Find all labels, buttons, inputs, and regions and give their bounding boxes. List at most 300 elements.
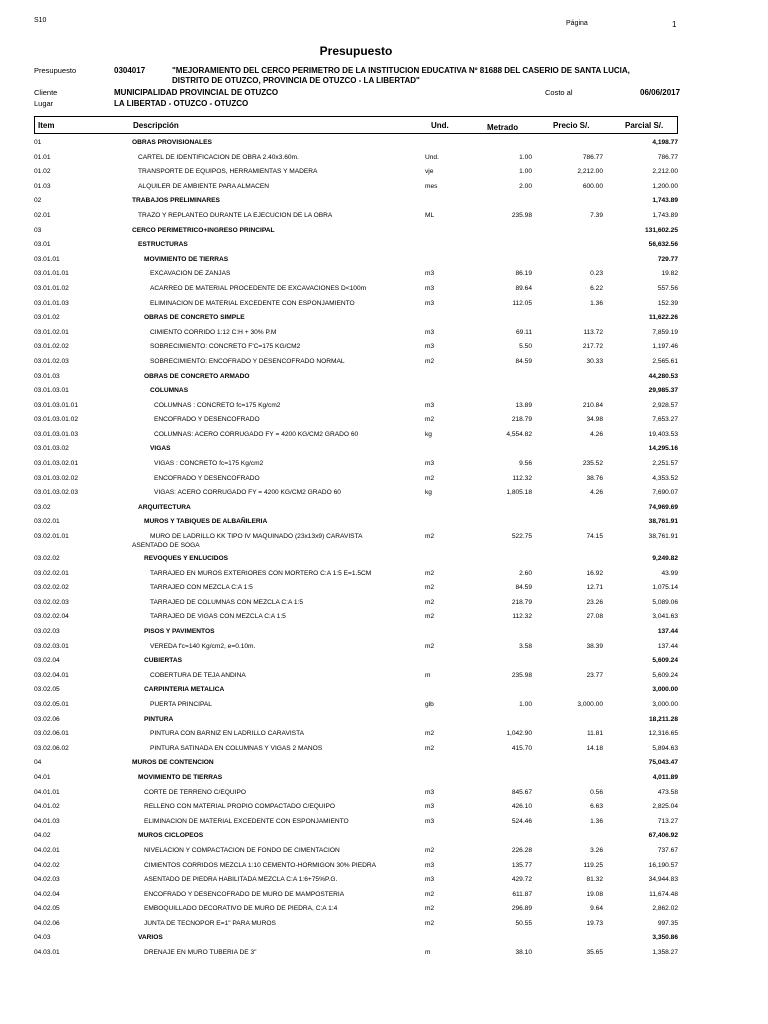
row-parcial: 2,862.02 xyxy=(652,905,678,913)
row-metrado: 1,042.90 xyxy=(506,730,532,738)
row-parcial: 16,190.57 xyxy=(648,861,678,869)
row-description: TRABAJOS PRELIMINARES xyxy=(132,197,220,205)
budget-table xyxy=(0,137,768,962)
row-description: EMBOQUILLADO DECORATIVO DE MURO DE PIEDRA, C:A 1:4 xyxy=(144,905,338,913)
col-descripcion: Descripción xyxy=(133,121,179,130)
row-description: COLUMNAS : CONCRETO fc=175 Kg/cm2 xyxy=(154,401,281,409)
row-metrado: 524.46 xyxy=(511,817,532,825)
row-unit: m3 xyxy=(425,343,435,351)
row-parcial: 729.77 xyxy=(657,255,678,263)
row-metrado: 89.64 xyxy=(515,284,532,292)
row-description: VIGAS : CONCRETO fc=175 Kg/cm2 xyxy=(154,460,264,468)
row-metrado: 112.32 xyxy=(512,613,532,621)
lugar-value: LA LIBERTAD - OTUZCO - OTUZCO xyxy=(114,99,249,108)
row-metrado: 845.67 xyxy=(511,788,532,796)
table-row xyxy=(0,458,768,473)
row-parcial: 3,041.63 xyxy=(652,613,678,621)
row-item-code: 03.02.04 xyxy=(34,657,60,665)
row-precio: 235.52 xyxy=(582,460,603,468)
table-row xyxy=(0,626,768,641)
table-row xyxy=(0,714,768,729)
row-description: CARTEL DE IDENTIFICACION DE OBRA 2.40x3.60m. xyxy=(138,153,299,161)
row-unit: m2 xyxy=(425,890,435,898)
row-item-code: 03.02.06 xyxy=(34,715,60,723)
row-parcial: 2,251.57 xyxy=(652,460,678,468)
row-item-code: 03.02.04.01 xyxy=(34,671,69,679)
table-row xyxy=(0,502,768,517)
row-description: CUBIERTAS xyxy=(144,657,182,665)
table-row xyxy=(0,787,768,802)
row-precio: 74.15 xyxy=(586,533,603,541)
row-parcial: 7,690.07 xyxy=(652,489,678,497)
row-item-code: 01.03 xyxy=(34,182,51,190)
table-row xyxy=(0,757,768,772)
row-description: CORTE DE TERRENO C/EQUIPO xyxy=(144,788,246,796)
row-unit: m2 xyxy=(425,905,435,913)
row-item-code: 04.02 xyxy=(34,832,51,840)
row-description-cont: ASENTADO DE SOGA xyxy=(132,542,200,550)
row-precio: 81.32 xyxy=(586,876,603,884)
row-precio: 23.26 xyxy=(586,598,603,606)
row-unit: m2 xyxy=(425,846,435,854)
table-row xyxy=(0,473,768,488)
table-row xyxy=(0,641,768,656)
row-item-code: 04.02.02 xyxy=(34,861,60,869)
table-row xyxy=(0,568,768,583)
costo-date: 06/06/2017 xyxy=(640,88,681,97)
table-row xyxy=(0,932,768,947)
row-item-code: 03.02.03.01 xyxy=(34,642,69,650)
row-metrado: 112.32 xyxy=(512,474,532,482)
row-description: ARQUITECTURA xyxy=(138,503,191,511)
row-unit: m3 xyxy=(425,876,435,884)
row-unit: kg xyxy=(425,489,432,497)
table-row xyxy=(0,772,768,787)
row-parcial: 44,280.53 xyxy=(648,372,678,380)
row-parcial: 1,075.14 xyxy=(652,584,678,592)
row-parcial: 7,653.27 xyxy=(652,416,678,424)
col-metrado: Metrado xyxy=(487,123,519,132)
table-row xyxy=(0,889,768,904)
row-description: EXCAVACION DE ZANJAS xyxy=(150,270,231,278)
lugar-label: Lugar xyxy=(34,99,54,108)
row-item-code: 03.01.03.01.02 xyxy=(34,416,78,424)
table-row xyxy=(0,830,768,845)
row-description: REVOQUES Y ENLUCIDOS xyxy=(144,555,229,563)
table-row xyxy=(0,918,768,933)
row-item-code: 03.02.05 xyxy=(34,686,60,694)
table-row xyxy=(0,684,768,699)
row-item-code: 03.02.02.03 xyxy=(34,598,69,606)
row-item-code: 04.02.05 xyxy=(34,905,60,913)
row-description: MOVIMIENTO DE TIERRAS xyxy=(138,773,223,781)
row-description: SOBRECIMIENTO: CONCRETO F'C=175 KG/CM2 xyxy=(150,343,301,351)
row-item-code: 04 xyxy=(34,759,42,767)
row-item-code: 03.01.02.02 xyxy=(34,343,69,351)
row-description: ESTRUCTURAS xyxy=(138,241,188,249)
row-metrado: 218.79 xyxy=(511,416,532,424)
table-row xyxy=(0,860,768,875)
row-precio: 1.36 xyxy=(590,817,603,825)
row-precio: 35.65 xyxy=(586,949,603,957)
presupuesto-code: 0304017 xyxy=(114,66,146,75)
row-parcial: 7,859.19 xyxy=(652,328,678,336)
row-unit: m xyxy=(425,671,431,679)
row-description: COBERTURA DE TEJA ANDINA xyxy=(150,671,246,679)
row-item-code: 03.02.02 xyxy=(34,555,60,563)
row-parcial: 38,761.91 xyxy=(648,518,678,526)
row-item-code: 03.01.03.02.01 xyxy=(34,460,78,468)
row-item-code: 03.01.02.03 xyxy=(34,357,69,365)
row-precio: 19.08 xyxy=(586,890,603,898)
table-row xyxy=(0,531,768,553)
table-row xyxy=(0,225,768,240)
row-parcial: 4,011.89 xyxy=(652,773,678,781)
row-item-code: 04.01.03 xyxy=(34,817,60,825)
row-parcial: 2,565.61 xyxy=(652,357,678,365)
row-parcial: 5,609.24 xyxy=(652,671,678,679)
table-row xyxy=(0,670,768,685)
row-precio: 4.26 xyxy=(590,489,603,497)
row-precio: 0.56 xyxy=(590,788,603,796)
row-description: TARRAJEO DE VIGAS CON MEZCLA C:A 1:5 xyxy=(150,613,286,621)
row-item-code: 03 xyxy=(34,226,42,234)
row-parcial: 43.99 xyxy=(661,569,678,577)
table-row xyxy=(0,356,768,371)
table-row xyxy=(0,845,768,860)
row-metrado: 84.59 xyxy=(515,357,532,365)
table-row xyxy=(0,611,768,626)
row-unit: m2 xyxy=(425,357,435,365)
row-parcial: 2,825.04 xyxy=(652,803,678,811)
row-item-code: 03.01.02.01 xyxy=(34,328,69,336)
row-parcial: 5,894.63 xyxy=(652,744,678,752)
row-item-code: 04.01.01 xyxy=(34,788,60,796)
row-description: MOVIMIENTO DE TIERRAS xyxy=(144,255,229,263)
table-row xyxy=(0,874,768,889)
row-description: ACARREO DE MATERIAL PROCEDENTE DE EXCAVACIONES D<100m xyxy=(150,284,367,292)
row-description: MUROS CICLOPEOS xyxy=(138,832,204,840)
row-item-code: 03.02.02.04 xyxy=(34,613,69,621)
row-parcial: 3,000.00 xyxy=(652,700,678,708)
row-metrado: 86.19 xyxy=(515,270,532,278)
row-precio: 9.64 xyxy=(590,905,603,913)
table-row xyxy=(0,414,768,429)
row-description: ELIMINACION DE MATERIAL EXCEDENTE CON ESPONJAMIENTO xyxy=(144,817,349,825)
table-row xyxy=(0,239,768,254)
row-description: MUROS DE CONTENCION xyxy=(132,759,214,767)
row-parcial: 34,944.83 xyxy=(648,876,678,884)
row-precio: 113.72 xyxy=(583,328,603,336)
table-row xyxy=(0,195,768,210)
row-precio: 119.25 xyxy=(583,861,603,869)
table-row xyxy=(0,743,768,758)
row-description: TARRAJEO CON MEZCLA C:A 1:5 xyxy=(150,584,253,592)
row-description: MUROS Y TABIQUES DE ALBAÑILERIA xyxy=(144,518,268,526)
row-precio: 27.08 xyxy=(586,613,603,621)
row-item-code: 03.01.01 xyxy=(34,255,60,263)
cliente-label: Cliente xyxy=(34,88,58,97)
row-unit: ML xyxy=(425,211,435,219)
row-parcial: 737.67 xyxy=(657,846,678,854)
table-row xyxy=(0,903,768,918)
row-parcial: 19.82 xyxy=(661,270,678,278)
row-item-code: 03.02.06.01 xyxy=(34,730,69,738)
row-metrado: 2.00 xyxy=(519,182,532,190)
row-precio: 7.39 xyxy=(590,211,603,219)
row-metrado: 426.10 xyxy=(511,803,532,811)
row-unit: m2 xyxy=(425,642,435,650)
row-precio: 6.22 xyxy=(590,284,603,292)
row-unit: m2 xyxy=(425,533,435,541)
table-row xyxy=(0,268,768,283)
row-parcial: 4,198.77 xyxy=(652,139,678,146)
row-metrado: 1.00 xyxy=(519,153,532,161)
row-parcial: 473.58 xyxy=(657,788,678,796)
row-description: COLUMNAS xyxy=(150,387,189,395)
row-parcial: 9,249.82 xyxy=(652,555,678,563)
row-metrado: 135.77 xyxy=(511,861,532,869)
row-unit: mes xyxy=(425,182,438,190)
row-description: ENCOFRADO Y DESENCOFRADO xyxy=(154,416,260,424)
row-description: COLUMNAS: ACERO CORRUGADO FY = 4200 KG/CM2 GRADO 60 xyxy=(154,430,359,438)
row-description: TRAZO Y REPLANTEO DURANTE LA EJECUCION DE LA OBRA xyxy=(138,211,333,219)
row-metrado: 9.56 xyxy=(519,460,532,468)
row-unit: m3 xyxy=(425,270,435,278)
row-metrado: 522.75 xyxy=(511,533,532,541)
table-row xyxy=(0,371,768,386)
table-row xyxy=(0,254,768,269)
row-precio: 19.73 xyxy=(586,919,603,927)
col-parcial: Parcial S/. xyxy=(625,121,664,130)
row-parcial: 11,674.48 xyxy=(649,890,678,898)
row-description: JUNTA DE TECNOPOR E=1" PARA MUROS xyxy=(144,919,276,927)
row-precio: 6.63 xyxy=(590,803,603,811)
table-row xyxy=(0,487,768,502)
row-item-code: 03.01.03.01 xyxy=(34,387,69,395)
row-unit: m2 xyxy=(425,416,435,424)
presupuesto-label: Presupuesto xyxy=(34,66,77,75)
row-parcial: 137.44 xyxy=(657,628,678,635)
row-item-code: 04.02.06 xyxy=(34,919,60,927)
row-item-code: 03.01.03.01.01 xyxy=(34,401,78,409)
row-item-code: 04.02.01 xyxy=(34,846,60,854)
table-row xyxy=(0,816,768,831)
row-description: MURO DE LADRILLO KK TIPO IV MAQUINADO (23x13x9) CARAVISTA xyxy=(150,533,363,541)
row-description: NIVELACION Y COMPACTACION DE FONDO DE CIMENTACION xyxy=(144,846,340,854)
row-unit: m3 xyxy=(425,803,435,811)
row-metrado: 84.59 xyxy=(515,584,532,592)
row-item-code: 03.01 xyxy=(34,241,51,249)
row-metrado: 296.89 xyxy=(511,905,532,913)
row-parcial: 557.56 xyxy=(657,284,678,292)
software-code: S10 xyxy=(34,17,47,24)
row-parcial: 5,609.24 xyxy=(652,657,678,665)
row-metrado: 429.72 xyxy=(511,876,532,884)
row-item-code: 03.02 xyxy=(34,503,51,511)
row-parcial: 786.77 xyxy=(657,153,678,161)
row-metrado: 3.58 xyxy=(519,642,532,650)
row-description: ENCOFRADO Y DESENCOFRADO xyxy=(154,474,260,482)
row-description: PUERTA PRINCIPAL xyxy=(150,700,212,708)
table-row xyxy=(0,210,768,225)
row-parcial: 3,000.00 xyxy=(652,686,678,694)
row-parcial: 75,043.47 xyxy=(648,759,678,767)
table-row xyxy=(0,298,768,313)
row-unit: m2 xyxy=(425,613,435,621)
row-precio: 23.77 xyxy=(586,671,603,679)
row-description: OBRAS DE CONCRETO ARMADO xyxy=(144,372,250,380)
row-parcial: 2,212.00 xyxy=(652,168,678,176)
row-unit: m3 xyxy=(425,788,435,796)
row-parcial: 5,089.06 xyxy=(652,598,678,606)
row-description: TARRAJEO DE COLUMNAS CON MEZCLA C:A 1:5 xyxy=(150,598,304,606)
row-item-code: 04.03.01 xyxy=(34,949,60,957)
row-parcial: 152.39 xyxy=(657,299,678,307)
row-item-code: 04.02.04 xyxy=(34,890,60,898)
row-parcial: 29,985.37 xyxy=(648,387,678,395)
row-metrado: 38.10 xyxy=(515,949,532,957)
table-row xyxy=(0,443,768,458)
row-unit: m2 xyxy=(425,584,435,592)
row-description: CIMIENTO CORRIDO 1:12 C:H + 30% P.M xyxy=(150,328,277,336)
row-precio: 3.26 xyxy=(590,846,603,854)
table-row xyxy=(0,597,768,612)
row-parcial: 1,200.00 xyxy=(652,182,678,190)
row-description: VIGAS xyxy=(150,445,171,453)
row-metrado: 1.00 xyxy=(519,700,532,708)
row-parcial: 2,928.57 xyxy=(652,401,678,409)
row-precio: 14.18 xyxy=(586,744,603,752)
row-item-code: 04.01 xyxy=(34,773,51,781)
row-description: CIMIENTOS CORRIDOS MEZCLA 1:10 CEMENTO-HORMIGON 30% PIEDRA xyxy=(144,861,377,869)
row-parcial: 11,622.26 xyxy=(649,314,678,322)
row-item-code: 03.02.02.01 xyxy=(34,569,69,577)
page-label: Página xyxy=(566,20,588,27)
row-item-code: 03.02.06.02 xyxy=(34,744,69,752)
row-item-code: 04.03 xyxy=(34,934,51,942)
row-precio: 3,000.00 xyxy=(577,700,603,708)
row-parcial: 18,211.28 xyxy=(649,715,678,723)
table-row xyxy=(0,283,768,298)
row-parcial: 131,602.25 xyxy=(644,226,678,234)
row-item-code: 04.02.03 xyxy=(34,876,60,884)
page-title: Presupuesto xyxy=(319,44,393,58)
row-item-code: 03.01.01.03 xyxy=(34,299,69,307)
row-description: SOBRECIMIENTO: ENCOFRADO Y DESENCOFRADO NORMAL xyxy=(150,357,345,365)
table-row xyxy=(0,400,768,415)
table-row xyxy=(0,699,768,714)
row-unit: m xyxy=(425,949,431,957)
row-parcial: 67,406.92 xyxy=(648,832,678,840)
row-precio: 600.00 xyxy=(582,182,603,190)
row-parcial: 74,969.69 xyxy=(648,503,678,511)
table-row xyxy=(0,312,768,327)
row-metrado: 69.11 xyxy=(515,328,532,336)
table-row xyxy=(0,385,768,400)
row-item-code: 03.02.01.01 xyxy=(34,533,69,541)
row-unit: glb xyxy=(425,700,434,708)
row-item-code: 03.02.02.02 xyxy=(34,584,69,592)
row-item-code: 01.02 xyxy=(34,168,51,176)
row-description: VIGAS: ACERO CORRUGADO FY = 4200 KG/CM2 GRADO 60 xyxy=(154,489,341,497)
row-description: ASENTADO DE PIEDRA HABILITADA MEZCLA C:A 1:6+75%P.G. xyxy=(144,876,338,884)
table-header xyxy=(34,116,678,134)
row-precio: 38.39 xyxy=(586,642,603,650)
col-unidad: Und. xyxy=(431,121,449,130)
row-unit: m3 xyxy=(425,328,435,336)
row-description: CARPINTERIA METALICA xyxy=(144,686,225,694)
presupuesto-title-line2: DISTRITO DE OTUZCO, PROVINCIA DE OTUZCO - LA LIBERTAD" xyxy=(172,76,420,85)
row-item-code: 03.01.01.01 xyxy=(34,270,69,278)
page-number: 1 xyxy=(672,20,677,29)
row-description: ENCOFRADO Y DESENCOFRADO DE MURO DE MAMPOSTERIA xyxy=(144,890,345,898)
table-row xyxy=(0,728,768,743)
table-row xyxy=(0,152,768,167)
table-row xyxy=(0,429,768,444)
row-description: ELIMINACION DE MATERIAL EXCEDENTE CON ESPONJAMIENTO xyxy=(150,299,355,307)
table-row xyxy=(0,181,768,196)
row-metrado: 235.98 xyxy=(511,671,532,679)
row-unit: Und. xyxy=(425,153,439,161)
row-item-code: 03.02.01 xyxy=(34,518,60,526)
row-precio: 38.76 xyxy=(586,474,603,482)
row-item-code: 03.01.03.02.02 xyxy=(34,474,78,482)
row-unit: vje xyxy=(425,168,434,176)
row-description: PINTURA SATINADA EN COLUMNAS Y VIGAS 2 MANOS xyxy=(150,744,323,752)
row-item-code: 04.01.02 xyxy=(34,803,60,811)
row-unit: m2 xyxy=(425,919,435,927)
row-precio: 12.71 xyxy=(586,584,603,592)
row-item-code: 02 xyxy=(34,197,42,205)
row-item-code: 03.02.03 xyxy=(34,628,60,635)
row-unit: m2 xyxy=(425,474,435,482)
table-row xyxy=(0,137,768,152)
row-description: OBRAS DE CONCRETO SIMPLE xyxy=(144,314,245,322)
row-metrado: 235.98 xyxy=(511,211,532,219)
row-description: VEREDA f'c=140 Kg/cm2, e=0.10m. xyxy=(150,642,256,650)
row-unit: kg xyxy=(425,430,432,438)
row-unit: m3 xyxy=(425,817,435,825)
row-parcial: 38,761.91 xyxy=(648,533,678,541)
col-item: Item xyxy=(38,121,55,130)
row-metrado: 13.89 xyxy=(515,401,532,409)
presupuesto-title-line1: "MEJORAMIENTO DEL CERCO PERIMETRO DE LA INSTITUCION EDUCATIVA Nº 81688 DEL CASERIO DE SANTA LUCIA, xyxy=(172,66,630,75)
row-item-code: 03.01.03.02 xyxy=(34,445,69,453)
row-unit: m2 xyxy=(425,598,435,606)
row-precio: 210.84 xyxy=(582,401,603,409)
row-parcial: 12,316.65 xyxy=(648,730,678,738)
row-precio: 1.36 xyxy=(590,299,603,307)
row-parcial: 4,353.52 xyxy=(652,474,678,482)
row-parcial: 14,295.16 xyxy=(648,445,678,453)
row-item-code: 02.01 xyxy=(34,211,51,219)
table-row xyxy=(0,166,768,181)
row-precio: 4.26 xyxy=(590,430,603,438)
row-unit: m2 xyxy=(425,730,435,738)
row-metrado: 218.79 xyxy=(511,598,532,606)
row-precio: 786.77 xyxy=(582,153,603,161)
row-description: CERCO PERIMETRICO+INGRESO PRINCIPAL xyxy=(132,226,275,234)
table-row xyxy=(0,655,768,670)
row-parcial: 3,350.86 xyxy=(652,934,678,942)
table-row xyxy=(0,801,768,816)
row-description: ALQUILER DE AMBIENTE PARA ALMACEN xyxy=(138,182,270,190)
row-metrado: 1,805.18 xyxy=(506,489,532,497)
table-row xyxy=(0,553,768,568)
row-parcial: 997.35 xyxy=(657,919,678,927)
table-row xyxy=(0,516,768,531)
